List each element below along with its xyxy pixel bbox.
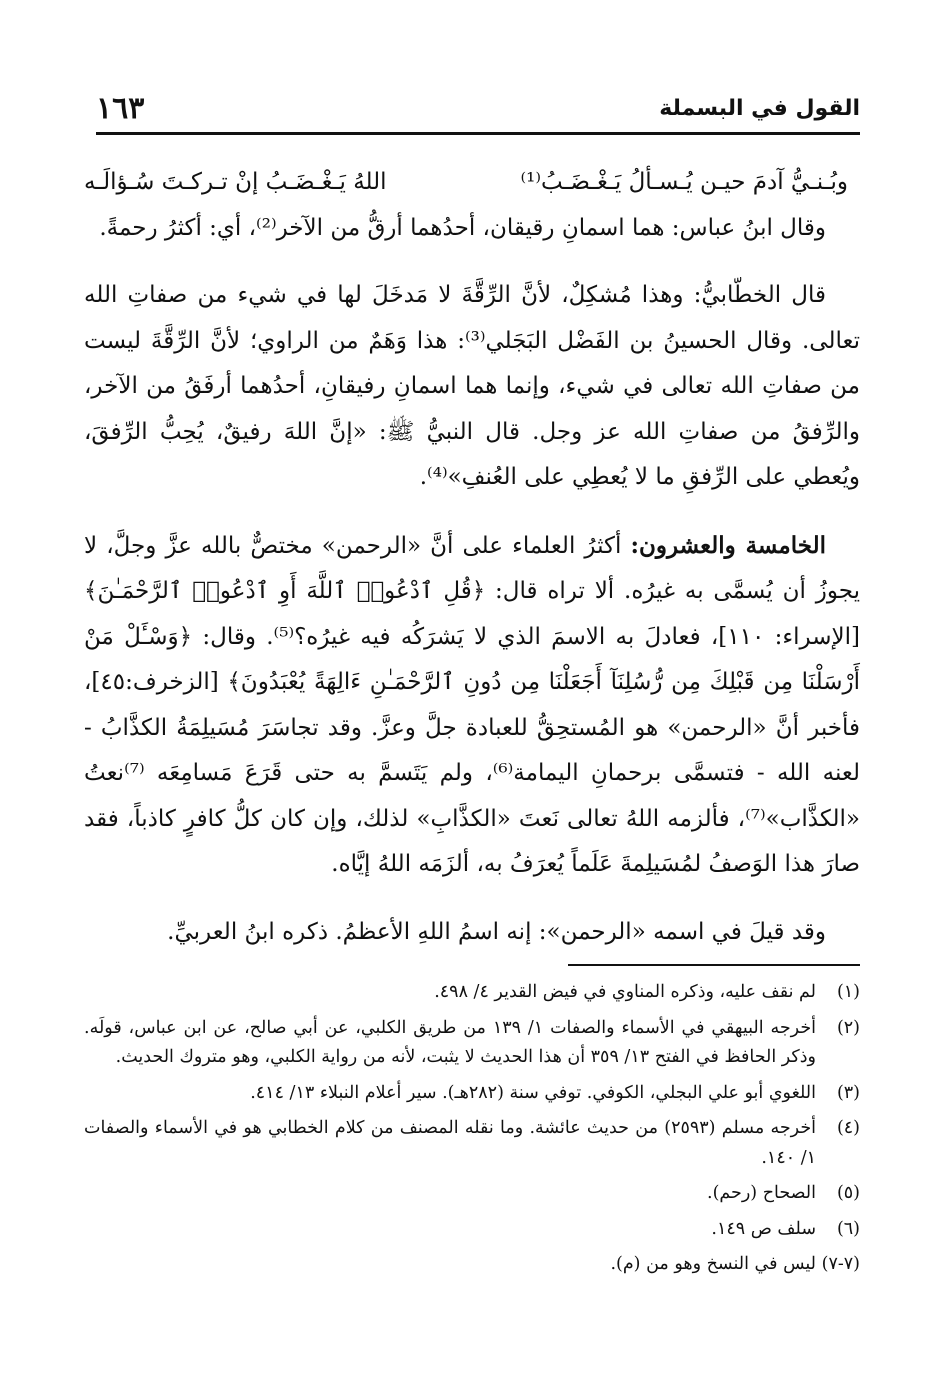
footnote-text: اللغوي أبو علي البجلي، الكوفي. توفي سنة (٢٨٢هـ). سير أعلام النبلاء ١٣/ ٤١٤. bbox=[250, 1082, 816, 1103]
footnote-item bbox=[84, 1179, 860, 1209]
verse-hemistich-right: وبُـنـيُّ آدمَ حيـن يُـسـألُ يَـغْـضَـبُ⁽¹⁾ bbox=[520, 169, 848, 195]
footnote-item bbox=[84, 1215, 860, 1245]
page-number: ١٦٣ bbox=[96, 90, 145, 126]
page-header bbox=[96, 88, 860, 128]
paragraph-greatest-name: وقد قيلَ في اسمه «الرحمن»: إنه اسمُ اللهِ الأعظمُ. ذكره ابنُ العربيِّ. bbox=[167, 918, 826, 945]
verse-hemistich-left: اللهُ يَـغْـضَـبُ إنْ تـركـتَ سُـؤالَـه bbox=[84, 169, 387, 195]
footnote-number: (٧-٧) bbox=[821, 1254, 860, 1274]
footnote-number: (٥) bbox=[836, 1183, 860, 1203]
footnote-item bbox=[84, 1014, 860, 1073]
paragraph-khattabi: قال الخطّابيُّ: وهذا مُشكِلٌ، لأنَّ الرِّقَّةَ لا مَدخَلَ لها في شيء من صفاتِ الله تعالى. وقال الحسينُ بن الفَضْل البَجَلي⁽³⁾: هذا وَهَمٌ من الراوي؛ لأنَّ الرِّقَّةَ ليست من صفاتِ الله تعالى في شيء، وإنما هما اسمانِ رفيقانِ، أحدُهما أرفَقُ من الآخر، والرِّفقُ من صفاتِ الله عز وجل. قال النبيُّ ﷺ: «إنَّ اللهَ رفيقٌ، يُحِبُّ الرِّفقَ، ويُعطي على الرِّفقِ ما لا يُعطِي على العُنفِ»⁽⁴⁾. bbox=[84, 282, 860, 490]
footnote-item bbox=[84, 1250, 860, 1280]
footnote-item bbox=[84, 1079, 860, 1109]
footnote-text: أخرجه مسلم (٢٥٩٣) من حديث عائشة. وما نقله المصنف من كلام الخطابي هو في الأسماء والصفات ١/ ١٤٠. bbox=[84, 1118, 817, 1168]
paragraph-issue-25 bbox=[84, 523, 860, 888]
paragraph-issue-25-text: أكثرُ العلماء على أنَّ «الرحمن» مختصٌّ بالله عزَّ وجلَّ، لا يجوزُ أن يُسمَّى به غيرُه. ألا تراه قال: ﴿قُلِ ٱدْعُوا۟ ٱللَّهَ أَوِ ٱدْعُوا۟ ٱلرَّحْمَـٰنَ﴾[الإسراء: ١١٠]، فعادلَ به الاسمَ الذي لا يَشرَكُه فيه غيرُه؟⁽⁵⁾. وقال: ﴿وَسْـَٔلْ مَنْ أَرْسَلْنَا مِن قَبْلِكَ مِن رُّسُلِنَآ أَجَعَلْنَا مِن دُونِ ٱلرَّحْمَـٰنِ ءَالِهَةً يُعْبَدُونَ﴾ [الزخرف:٤٥]، فأخبر أنَّ «الرحمن» هو المُستحِقُّ للعبادة جلَّ وعزَّ. وقد تجاسَرَ مُسَيلِمَةُ الكذَّابُ - لعنه الله - فتسمَّى برحمانِ اليمامة⁽⁶⁾، ولم يَتَسمَّ به حتى قَرَعَ مَسامِعَه ⁽⁷⁾نعتُ «الكذَّاب»⁽⁷⁾، فألزمه اللهُ تعالى نَعتَ «الكذَّابِ» لذلك، وإن كان كلُّ كافرٍ كاذباً، فقد صارَ هذا الوَصفُ لمُسَيلِمةَ عَلَماً يُعرَفُ به، ألزَمَه اللهُ إيَّاه. bbox=[84, 532, 860, 877]
footnote-text: ليس في النسخ وهو من (م). bbox=[610, 1254, 816, 1274]
footnote-rule bbox=[568, 964, 860, 966]
footnote-text: سلف ص ١٤٩. bbox=[711, 1218, 816, 1239]
footnote-item bbox=[84, 978, 860, 1008]
paragraph-ibn-abbas: وقال ابنُ عباس: هما اسمانِ رقيقان، أحدُهما أرقُّ من الآخر⁽²⁾، أي: أكثرُ رحمةً. bbox=[99, 214, 826, 241]
footnote-number: (١) bbox=[836, 982, 860, 1002]
section-heading: الخامسة والعشرون: bbox=[630, 531, 826, 559]
footnote-item bbox=[84, 1114, 860, 1173]
header-rule bbox=[96, 132, 860, 135]
footnote-text: أخرجه البيهقي في الأسماء والصفات ١/ ١٣٩ من طريق الكلبي، عن أبي صالح، عن ابن عباس، قولَه. وذكر الحافظ في الفتح ١٣/ ٣٥٩ أن هذا الحديث لا يثبت، لأنه من رواية الكلبي، وهو متروك الحديث. bbox=[84, 1017, 817, 1067]
poetry-verse bbox=[84, 160, 860, 206]
footnote-number: (٤) bbox=[836, 1118, 860, 1138]
running-title: القول في البسملة bbox=[659, 95, 860, 121]
footnote-number: (٦) bbox=[836, 1218, 860, 1239]
footnotes bbox=[84, 978, 860, 1286]
footnote-text: الصحاح (رحم). bbox=[707, 1183, 816, 1203]
main-text bbox=[84, 160, 860, 955]
footnote-number: (٢) bbox=[836, 1017, 860, 1038]
footnote-text: لم نقف عليه، وذكره المناوي في فيض القدير ٤/ ٤٩٨. bbox=[434, 982, 816, 1002]
footnote-number: (٣) bbox=[836, 1082, 860, 1103]
